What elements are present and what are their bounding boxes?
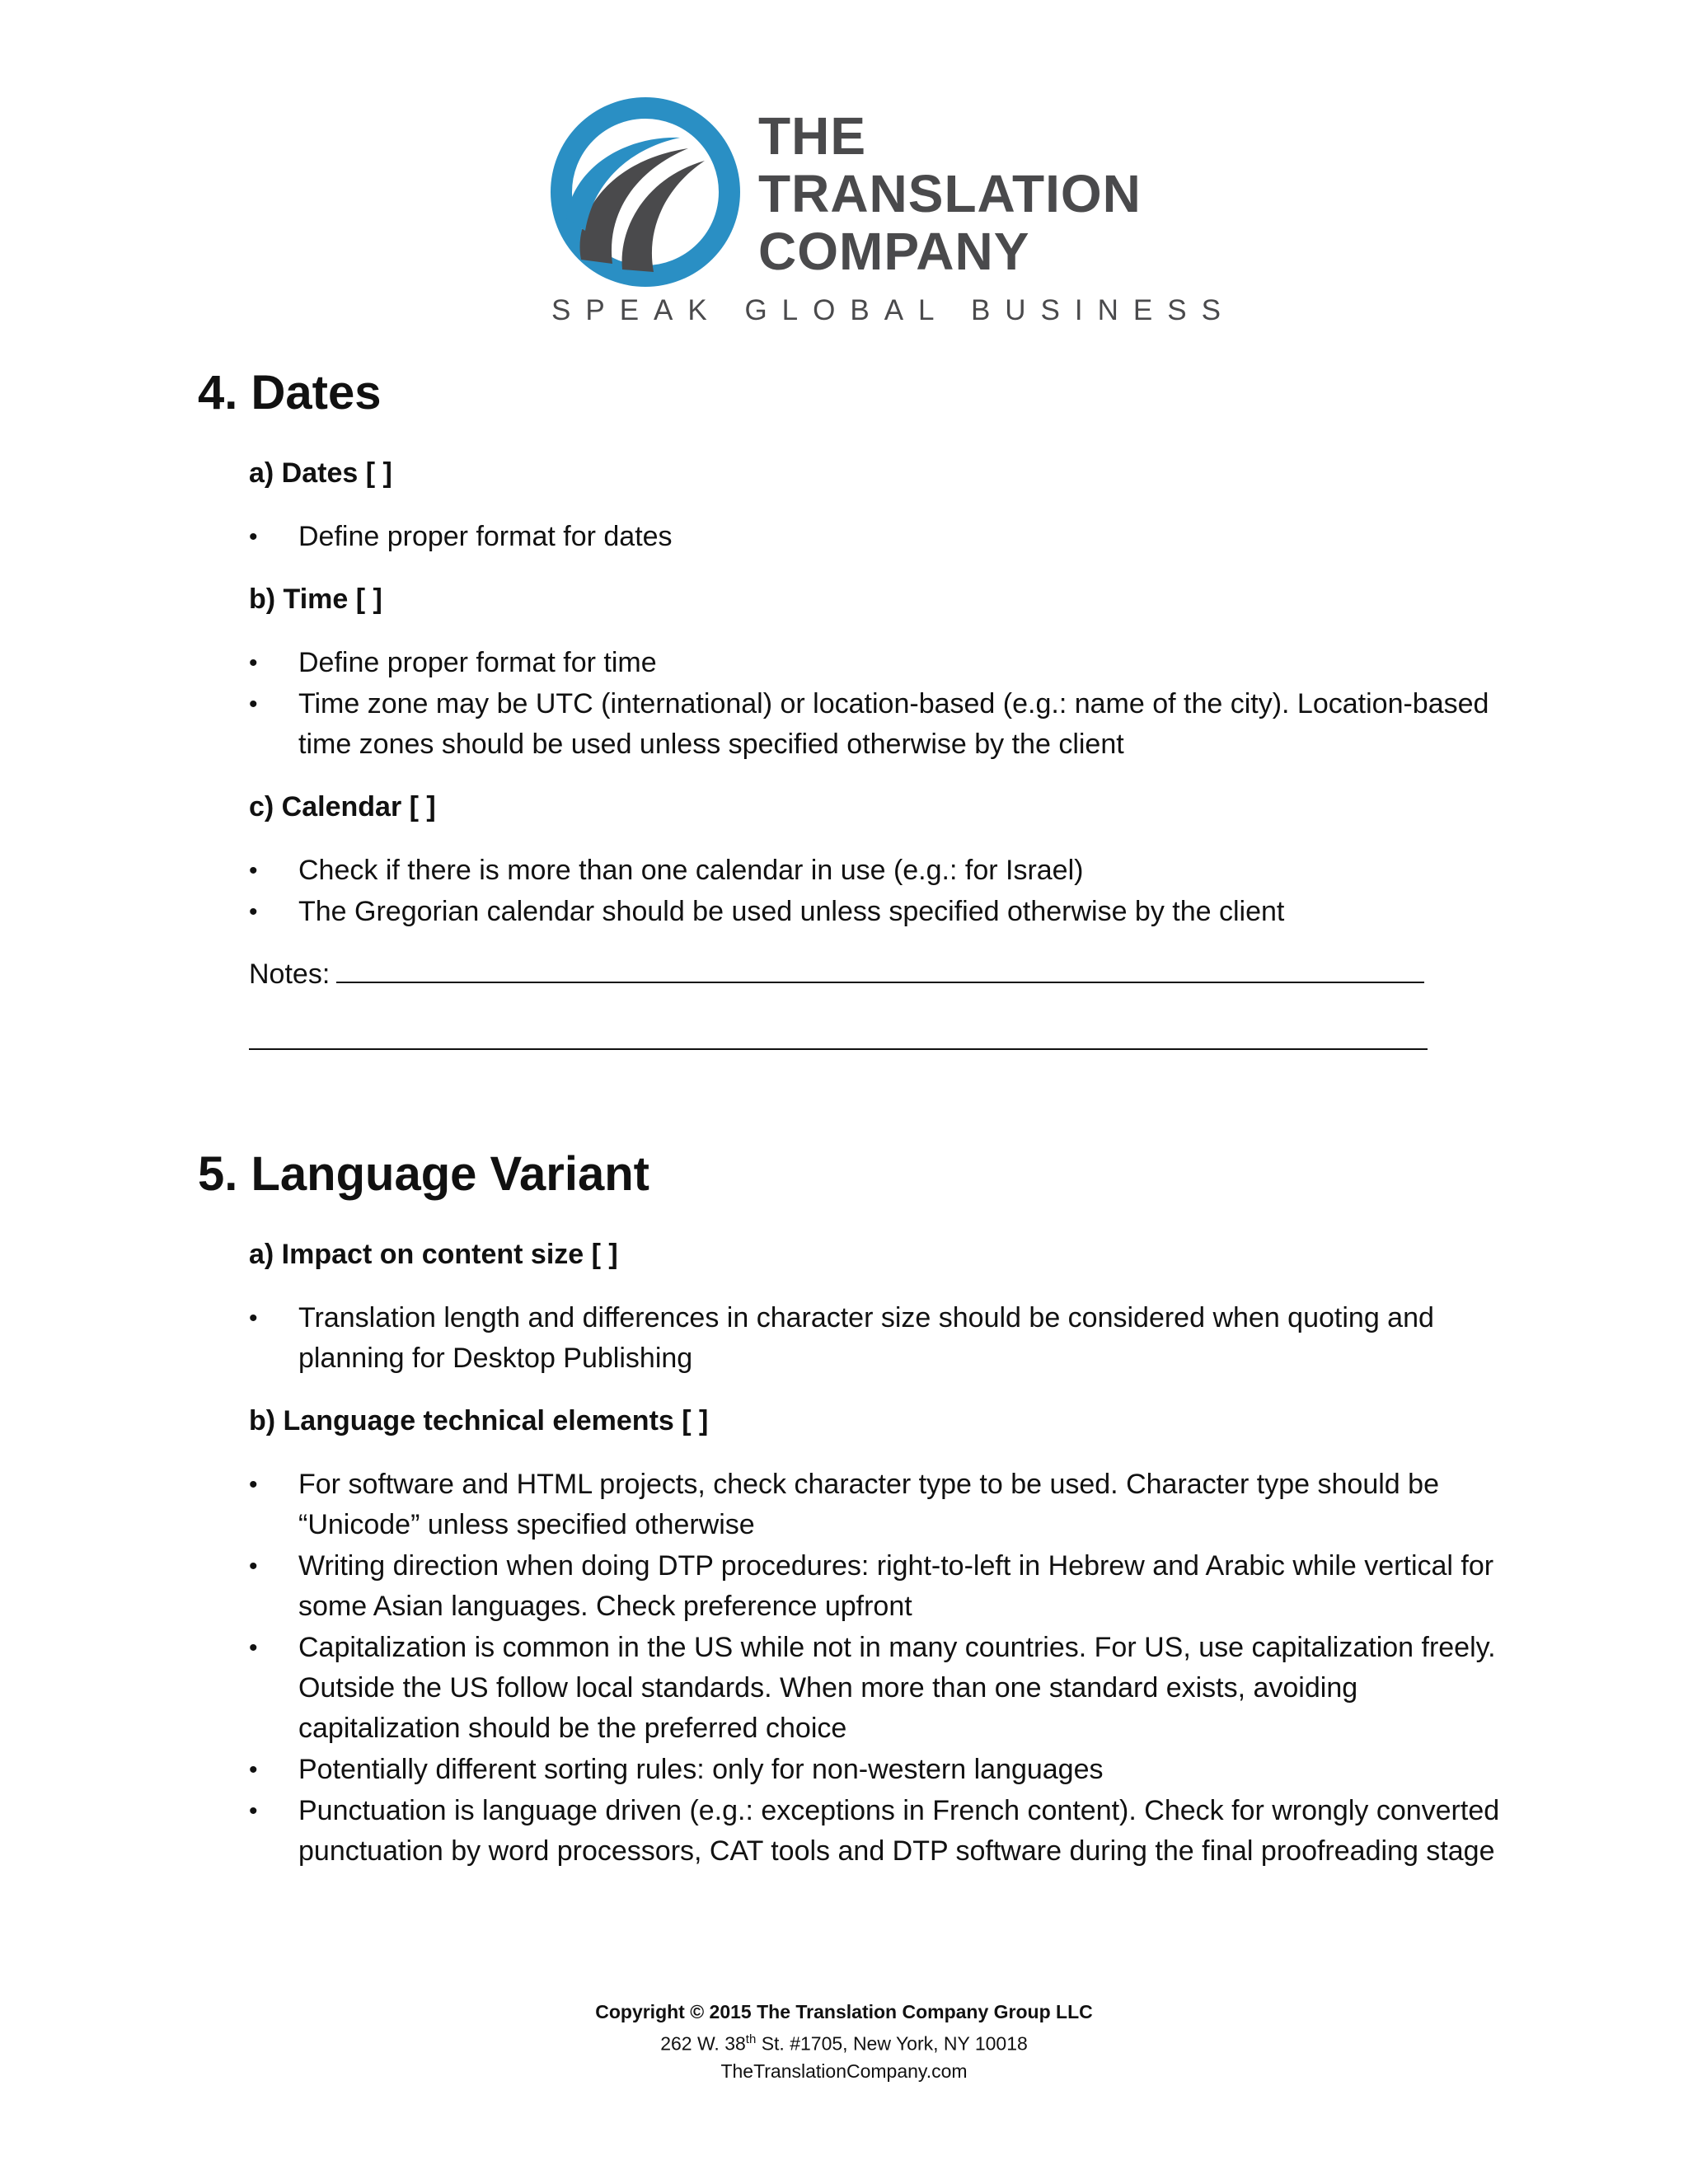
list-item-text: Check if there is more than one calendar in use (e.g.: for Israel) [298,855,1084,886]
list-item [249,1546,1502,1627]
bullet-icon: • [249,898,258,926]
list-item-text: For software and HTML projects, check character type to be used. Character type should be “Unicode” unless specified otherwise [298,1469,1439,1540]
list-item-text: Writing direction when doing DTP procedures: right-to-left in Hebrew and Arabic while vertical for some Asian languages. Check preference upfront [298,1550,1494,1622]
address-rest: St. #1705, New York, NY 10018 [756,2032,1028,2055]
bullet-icon: • [249,1305,258,1332]
address-ordinal: th [745,2032,757,2046]
bullet-icon: • [249,523,258,551]
list-item [249,1750,1502,1790]
bullet-icon: • [249,1756,258,1783]
bullet-icon: • [249,1471,258,1498]
subsection-heading: b) Time [ ] [249,583,382,615]
list-item [249,1465,1502,1545]
bullet-icon: • [249,649,258,677]
list-item [249,517,1502,557]
notes-underline[interactable] [249,1048,1428,1050]
copyright-text: Copyright © 2015 The Translation Company Group LLC [595,2001,1093,2022]
logo-line-2: TRANSLATION [758,164,1142,223]
list-item [249,851,1502,891]
subsection-heading: b) Language technical elements [ ] [249,1405,709,1436]
logo-line-1: THE [758,106,866,166]
list-item [249,1298,1502,1379]
bullet-icon: • [249,1553,258,1580]
globe-swoosh-icon [548,95,746,293]
list-item [249,892,1502,932]
list-item-text: The Gregorian calendar should be used unless specified otherwise by the client [298,896,1285,927]
section-title: 5. Language Variant [198,1147,649,1201]
notes-field[interactable] [249,956,1424,992]
bullet-icon: • [249,1797,258,1825]
list-item-text: Define proper format for time [298,647,657,678]
website-link[interactable]: TheTranslationCompany.com [720,2060,968,2082]
list-item [249,643,1502,683]
subsection-heading: a) Impact on content size [ ] [249,1239,618,1270]
address-street: 262 W. 38 [660,2032,746,2055]
list-item-text: Translation length and differences in character size should be considered when quoting and planning for Desktop Publishing [298,1302,1434,1374]
logo-tagline: SPEAK GLOBAL BUSINESS [551,294,1236,326]
notes-underline[interactable] [336,957,1424,983]
company-logo [548,95,1236,334]
logo-wordmark [758,107,1142,280]
list-item-text: Punctuation is language driven (e.g.: exceptions in French content). Check for wrongly converted punctuation by word processors, CAT tools and DTP software during the final proofreading stage [298,1795,1500,1867]
notes-label: Notes: [249,958,331,990]
list-item [249,1628,1502,1749]
subsection-heading: a) Dates [ ] [249,457,392,489]
address-text [0,2026,1688,2058]
list-item [249,1791,1502,1872]
list-item [249,684,1502,765]
logo-line-3: COMPANY [758,222,1030,281]
list-item-text: Potentially different sorting rules: only for non-western languages [298,1754,1104,1785]
page-footer [0,1999,1688,2085]
list-item-text: Capitalization is common in the US while not in many countries. For US, use capitalization freely. Outside the US follow local standards. When more than one standard exists, avoiding capitalization should be the preferred choice [298,1632,1496,1744]
list-item-text: Define proper format for dates [298,521,673,552]
section-title: 4. Dates [198,366,382,419]
bullet-icon: • [249,691,258,718]
subsection-heading: c) Calendar [ ] [249,791,436,823]
list-item-text: Time zone may be UTC (international) or location-based (e.g.: name of the city). Location-based time zones should be used unless specified otherwise by the client [298,688,1489,760]
bullet-icon: • [249,1634,258,1661]
bullet-icon: • [249,857,258,884]
